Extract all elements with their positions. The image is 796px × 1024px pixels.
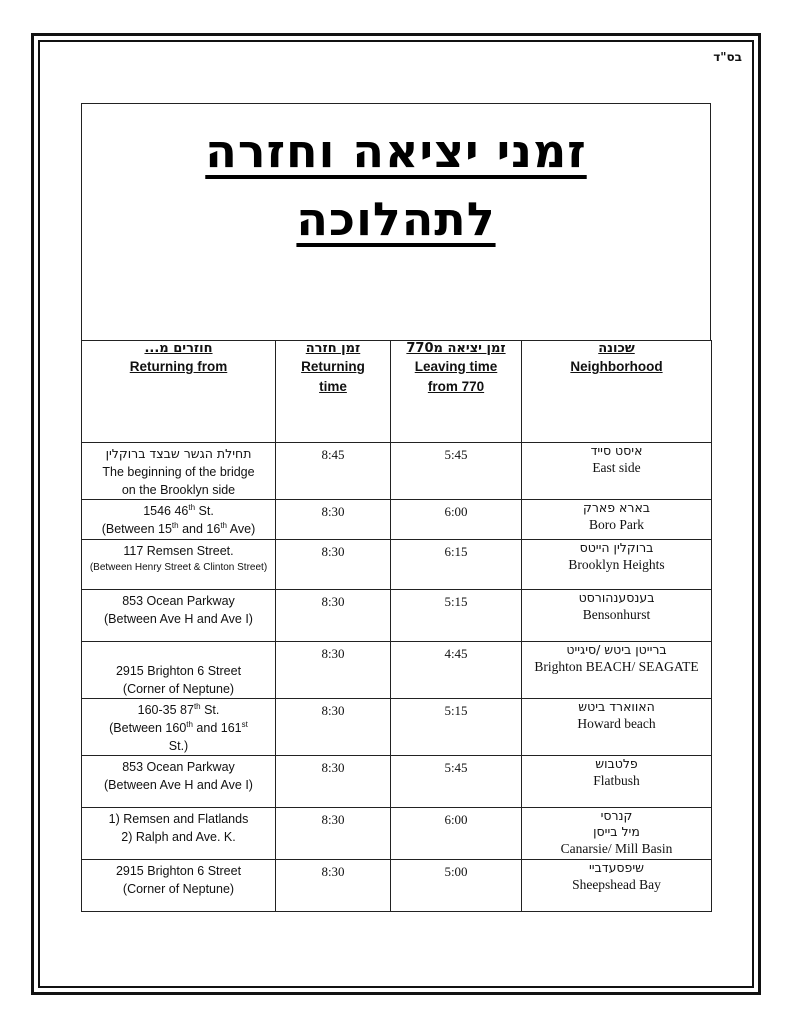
returning-from-cell: 853 Ocean Parkway (Between Ave H and Ave I) — [82, 756, 276, 808]
leave-time-cell: 4:45 — [391, 642, 522, 699]
returning-from-cell: 117 Remsen Street. (Between Henry Street & Clinton Street) — [82, 540, 276, 590]
leave-time-cell: 5:45 — [391, 443, 522, 500]
title-box — [81, 103, 711, 341]
neighborhood-cell: ברוקלין הייטס Brooklyn Heights — [522, 540, 712, 590]
title-line-2: לתהלוכה — [296, 192, 496, 246]
neighborhood-cell: האווארד ביטש Howard beach — [522, 699, 712, 756]
neighborhood-cell: קנרסי מיל בייסן Canarsie/ Mill Basin — [522, 808, 712, 860]
header-neighborhood: שכונה Neighborhood — [522, 341, 712, 443]
bsd-header: בס"ד — [713, 50, 742, 64]
returning-from-cell: 160-35 87th St. (Between 160th and 161st St.) — [82, 699, 276, 756]
leave-time-cell: 5:15 — [391, 699, 522, 756]
neighborhood-cell: בענסענהורסט Bensonhurst — [522, 590, 712, 642]
table-row — [82, 443, 712, 500]
header-leaving-time: זמן יציאה מ770 Leaving time from 770 — [391, 341, 522, 443]
table-row — [82, 756, 712, 808]
neighborhood-cell: איסט סייד East side — [522, 443, 712, 500]
returning-from-cell: 1) Remsen and Flatlands 2) Ralph and Ave. K. — [82, 808, 276, 860]
table-row — [82, 590, 712, 642]
neighborhood-cell: ברייטן ביטש /סיגייט Brighton BEACH/ SEAGATE — [522, 642, 712, 699]
table-row — [82, 808, 712, 860]
header-returning-from: חוזרים מ... Returning from — [82, 341, 276, 443]
return-time-cell: 8:30 — [276, 808, 391, 860]
return-time-cell: 8:45 — [276, 443, 391, 500]
return-time-cell: 8:30 — [276, 642, 391, 699]
neighborhood-cell: פלטבוש Flatbush — [522, 756, 712, 808]
table-row — [82, 500, 712, 540]
return-time-cell: 8:30 — [276, 590, 391, 642]
return-time-cell: 8:30 — [276, 860, 391, 912]
table-row — [82, 699, 712, 756]
return-time-cell: 8:30 — [276, 540, 391, 590]
returning-from-cell: 1546 46th St. (Between 15th and 16th Ave) — [82, 500, 276, 540]
returning-from-cell: 2915 Brighton 6 Street (Corner of Neptune) — [82, 860, 276, 912]
title-line-1: זמני יציאה וחזרה — [205, 124, 587, 178]
return-time-cell: 8:30 — [276, 699, 391, 756]
returning-from-cell: 2915 Brighton 6 Street (Corner of Neptune) — [82, 642, 276, 699]
table-row — [82, 540, 712, 590]
table-header-row — [82, 341, 712, 443]
return-time-cell: 8:30 — [276, 756, 391, 808]
header-returning-time: זמן חזרה Returning time — [276, 341, 391, 443]
leave-time-cell: 5:00 — [391, 860, 522, 912]
leave-time-cell: 5:45 — [391, 756, 522, 808]
table-row — [82, 860, 712, 912]
schedule-table — [81, 340, 712, 912]
leave-time-cell: 5:15 — [391, 590, 522, 642]
leave-time-cell: 6:15 — [391, 540, 522, 590]
neighborhood-cell: בארא פארק Boro Park — [522, 500, 712, 540]
return-time-cell: 8:30 — [276, 500, 391, 540]
returning-from-cell: תחילת הגשר שבצד ברוקלין The beginning of the bridge on the Brooklyn side — [82, 443, 276, 500]
table-row — [82, 642, 712, 699]
leave-time-cell: 6:00 — [391, 500, 522, 540]
leave-time-cell: 6:00 — [391, 808, 522, 860]
neighborhood-cell: שיפסעדביי Sheepshead Bay — [522, 860, 712, 912]
returning-from-cell: 853 Ocean Parkway (Between Ave H and Ave I) — [82, 590, 276, 642]
